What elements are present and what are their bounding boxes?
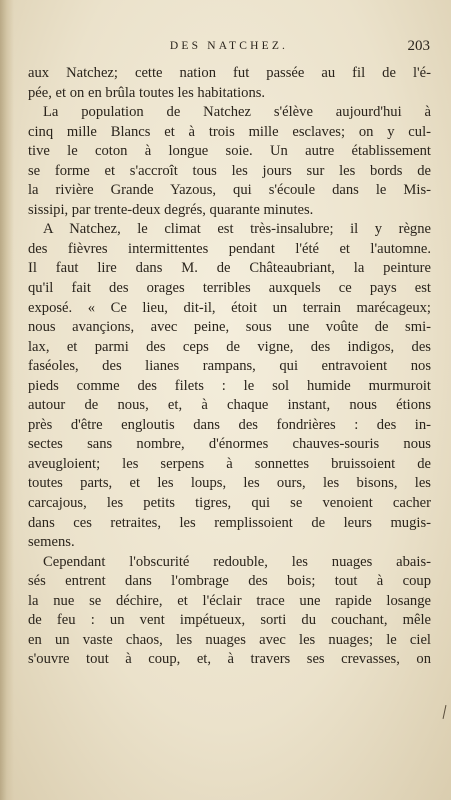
text-line: semens. (28, 534, 75, 551)
text-line: pée, et on en brûla toutes les habitations. (28, 84, 266, 101)
text-line: cinq mille Blancs et à trois mille esclaves; on y cul- (28, 123, 431, 140)
text-line: A Natchez, le climat est très-insalubre; il y règne (43, 221, 431, 238)
text-line: sissipi, par trente-deux degrés, quarante minutes. (28, 201, 314, 218)
page-blemish (443, 705, 447, 719)
text-line: des fièvres intermittentes pendant l'été et l'automne. (28, 240, 431, 257)
text-line: en un vaste chaos, les nuages avec les nuages; le ciel (28, 631, 431, 648)
text-line: qu'il fait des orages terribles auxquels ce pays est (28, 280, 431, 297)
text-line: Il faut lire dans M. de Châteaubriant, la peinture (28, 260, 431, 277)
text-line: exposé. « Ce lieu, dit-il, étoit un terrain marécageux; (28, 299, 431, 316)
text-line: autour de nous, et, à chaque instant, nous étions (28, 397, 431, 414)
text-line: près d'être engloutis dans des fondrières : des in- (28, 416, 431, 433)
text-line: tive le coton à longue soie. Un autre établissement (28, 143, 431, 160)
text-line: pieds comme des filets : le sol humide murmuroit (28, 377, 431, 394)
text-line: de feu : un vent impétueux, sorti du couchant, mêle (28, 612, 431, 629)
running-title: DES NATCHEZ. (169, 40, 289, 52)
text-line: se forme et s'accroît tous les jours sur les bords de (28, 162, 431, 179)
text-line: toutes parts, et les loups, les ours, les bisons, les (28, 475, 431, 492)
text-line: La population de Natchez s'élève aujourd'hui à (43, 104, 431, 121)
page-number: 203 (407, 38, 430, 54)
text-line: sés entrent dans l'ombrage des bois; tout à coup (28, 573, 431, 590)
text-line: Cependant l'obscurité redouble, les nuages abais- (43, 553, 431, 570)
text-line: dans ces retraites, les remplissoient de leurs mugis- (28, 514, 431, 531)
body-text (28, 64, 431, 670)
page-gutter-shadow (0, 0, 14, 800)
text-line: carcajous, les petits tigres, qui se venoient cacher (28, 495, 431, 512)
text-line: sectes sans nombre, d'énormes chauves-souris nous (28, 436, 431, 453)
text-line: nous avançions, avec peine, sous une voûte de smi- (28, 319, 431, 336)
text-line: aux Natchez; cette nation fut passée au fil de l'é- (28, 65, 431, 81)
text-line: lax, et parmi des ceps de vigne, des indigos, des (28, 338, 431, 355)
text-line: s'ouvre tout à coup, et, à travers ses crevasses, on (28, 651, 431, 668)
text-line: aveugloient; les serpens à sonnettes bruissoient de (28, 455, 431, 472)
page-header (28, 38, 430, 56)
text-line: la nue se déchire, et l'éclair trace une rapide losange (28, 592, 431, 609)
text-line: faséoles, des lianes rampans, qui entravoient nos (28, 358, 431, 375)
text-line: la rivière Grande Yazous, qui s'écoule dans le Mis- (28, 182, 431, 199)
